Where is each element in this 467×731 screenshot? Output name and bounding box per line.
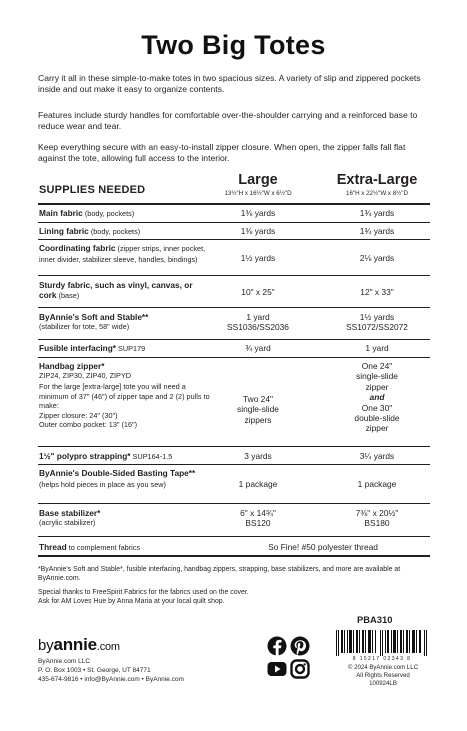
- extra-large-amount: 12" x 33": [360, 287, 394, 297]
- footnote-availability: *ByAnnie's Soft and Stable*, fusible interfacing, handbag zippers, strapping, base stabilizers, and more are available at ByAnnie.com.: [38, 566, 401, 583]
- extra-large-amount: 1¾ yards: [359, 226, 395, 236]
- large-zipper-line: single-slide: [237, 404, 279, 415]
- supply-detail: (zipper strips, inner pocket, inner divider, stabilizer sleeve, handles, bindings): [39, 244, 206, 265]
- zipper-note: For the large [extra-large] tote you will need a minimum of 37" (46") of zipper tape and 2 (2) pulls to make:: [39, 382, 210, 411]
- table-divider: [38, 464, 430, 465]
- supply-name: ByAnnie's Soft and Stable**: [39, 312, 149, 322]
- copyright: © 2024 ByAnnie.com LLC: [347, 664, 419, 671]
- table-row: [39, 468, 211, 491]
- large-zipper-line: zippers: [244, 414, 272, 425]
- pattern-code: PBA310: [357, 614, 393, 625]
- table-divider: [38, 307, 430, 308]
- large-product-code: BS120: [245, 518, 271, 529]
- footnote-shop: Ask for AM Loves Hue by Anna Maria at your local quilt shop.: [38, 598, 225, 605]
- extra-large-amount-line: 1½ yards: [359, 312, 395, 322]
- intro-paragraph-3: Keep everything secure with an easy-to-install zipper closure. When open, the zipper falls fall flat against the tote, allowing full access to the interior.: [38, 142, 406, 164]
- table-row: [39, 280, 211, 302]
- extra-large-amount: [318, 508, 436, 529]
- intro-paragraph-1: Carry it all in these simple-to-make totes in two spacious sizes. A variety of slip and zippered pockets inside and out make it easy to organize contents.: [38, 73, 421, 95]
- supply-detail: (body, pockets): [82, 209, 135, 218]
- supply-name: Thread: [39, 542, 67, 552]
- xl-zipper-line: One 30": [361, 402, 393, 413]
- large-amount-line: 1 yard: [246, 312, 270, 322]
- extra-large-label: Extra-Large: [336, 172, 418, 188]
- supply-name: ByAnnie's Double-Sided Basting Tape**: [39, 468, 196, 478]
- instagram-icon[interactable]: [292, 661, 309, 678]
- table-divider: [38, 339, 430, 340]
- phone-email-web: 435-674-9816 • info@ByAnnie.com • ByAnnie.com: [38, 676, 184, 684]
- large-amount: 1⅜ yards: [240, 226, 276, 236]
- large-amount: [210, 394, 306, 425]
- large-zipper-line: Two 24": [243, 394, 273, 404]
- supply-detail: (base): [56, 291, 80, 301]
- zipper-note-closure: Zipper closure: 24" (30"): [39, 410, 118, 420]
- table-row: [39, 312, 211, 332]
- supply-detail: (stabilizer for tote, 58" wide): [39, 322, 130, 332]
- mailing-address: P. O. Box 1003 • St. George, UT 84771: [38, 667, 151, 675]
- supply-detail: SUP164-1.5: [130, 452, 173, 461]
- supply-name: Coordinating fabric: [39, 243, 116, 253]
- table-row: [39, 243, 211, 266]
- table-divider: [38, 203, 430, 205]
- social-icons: [267, 636, 311, 680]
- table-row: [39, 226, 211, 237]
- large-product-code: SS1036/SS2036: [227, 322, 289, 333]
- facebook-icon[interactable]: [268, 637, 287, 656]
- supply-detail: (body, pockets): [88, 227, 141, 236]
- large-dimensions: 13½"H x 16½"W x 6½"D: [224, 190, 292, 197]
- extra-large-amount: 1 package: [357, 479, 397, 489]
- supply-name: Handbag zipper*: [39, 361, 105, 371]
- large-amount: 3 yards: [244, 451, 272, 461]
- thread-amount: So Fine! #50 polyester thread: [268, 542, 378, 552]
- extra-large-amount: 2⅛ yards: [359, 253, 395, 263]
- large-label: Large: [238, 172, 278, 188]
- large-amount: [210, 508, 306, 529]
- xl-zipper-line: One 24": [361, 361, 393, 371]
- supply-detail: ZIP24, ZIP30, ZIP40, ZIPYD: [39, 371, 132, 381]
- extra-large-dimensions: 16"H x 22½"W x 8½"D: [346, 190, 408, 197]
- supply-detail: to complement fabrics: [66, 543, 141, 552]
- legal-block: [334, 664, 432, 688]
- extra-large-product-code: BS180: [364, 518, 390, 529]
- table-row: [39, 361, 211, 430]
- table-divider: [38, 275, 430, 276]
- large-amount: [210, 312, 306, 333]
- large-amount: 10" x 25": [241, 287, 275, 297]
- extra-large-size: 7⅜" x 20½": [355, 508, 399, 518]
- supply-name: Fusible interfacing*: [39, 343, 116, 353]
- page-title: Two Big Totes: [141, 30, 326, 60]
- table-divider: [38, 446, 430, 447]
- supply-name: Base stabilizer*: [39, 508, 101, 518]
- table-divider: [38, 222, 430, 223]
- barcode-number: 8 15217 02343 8: [352, 656, 412, 662]
- youtube-icon[interactable]: [268, 662, 287, 676]
- xl-zipper-line: zipper: [365, 381, 389, 392]
- large-amount: 1½ yards: [240, 253, 276, 263]
- supply-detail: (helps hold pieces in place as you sew): [39, 480, 166, 490]
- extra-large-amount: [318, 312, 436, 333]
- rights-reserved: All Rights Reserved: [356, 672, 410, 680]
- xl-zipper-and: and: [369, 392, 385, 403]
- extra-large-amount: 3¼ yards: [359, 451, 395, 461]
- large-amount: 1⅜ yards: [240, 208, 276, 218]
- supply-name: Main fabric: [39, 208, 83, 218]
- large-amount: 1 package: [238, 479, 278, 489]
- table-row: [39, 208, 211, 219]
- xl-zipper-line: zipper: [365, 423, 389, 434]
- footnote-thanks: Special thanks to FreeSpirit Fabrics for the fabrics used on the cover.: [38, 589, 249, 596]
- byannie-logo: byannie.com: [38, 635, 120, 654]
- pinterest-icon[interactable]: [291, 637, 310, 656]
- table-divider: [38, 555, 430, 557]
- extra-large-amount: [318, 361, 436, 434]
- table-divider: [38, 357, 430, 358]
- table-divider: [38, 536, 430, 537]
- column-header-extra-large: [318, 172, 436, 198]
- column-header-large: [210, 172, 306, 198]
- table-row: [39, 542, 211, 553]
- supplies-heading: SUPPLIES NEEDED: [39, 184, 146, 196]
- supply-detail: (acrylic stabilizer): [39, 518, 96, 528]
- contact-block: [38, 657, 184, 685]
- extra-large-amount: 1¾ yards: [359, 208, 395, 218]
- xl-zipper-line: double-slide: [354, 413, 400, 424]
- zipper-note-pocket: Outer combo pocket: 13" (16"): [39, 420, 138, 430]
- large-size: 6" x 14¾": [240, 508, 276, 518]
- table-divider: [38, 503, 430, 504]
- print-code: 100924LB: [369, 680, 397, 688]
- supply-name: Lining fabric: [39, 226, 89, 236]
- xl-zipper-line: single-slide: [356, 371, 398, 382]
- large-amount: ¾ yard: [245, 343, 271, 353]
- table-row: [39, 343, 211, 354]
- table-row: [39, 451, 211, 462]
- upc-barcode: [334, 630, 430, 656]
- intro-paragraph-2: Features include sturdy handles for comfortable over-the-shoulder carrying and a reinforced base to reduce wear and tear.: [38, 110, 418, 132]
- supply-name: 1½" polypro strapping*: [39, 451, 131, 461]
- supply-name: Sturdy fabric, such as vinyl, canvas, or cork: [39, 280, 193, 301]
- extra-large-product-code: SS1072/SS2072: [346, 322, 408, 333]
- supply-detail: SUP179: [116, 344, 146, 353]
- company-name: ByAnnie.com LLC: [38, 658, 91, 665]
- table-row: [39, 508, 211, 528]
- table-divider: [38, 239, 430, 240]
- extra-large-amount: 1 yard: [365, 343, 389, 353]
